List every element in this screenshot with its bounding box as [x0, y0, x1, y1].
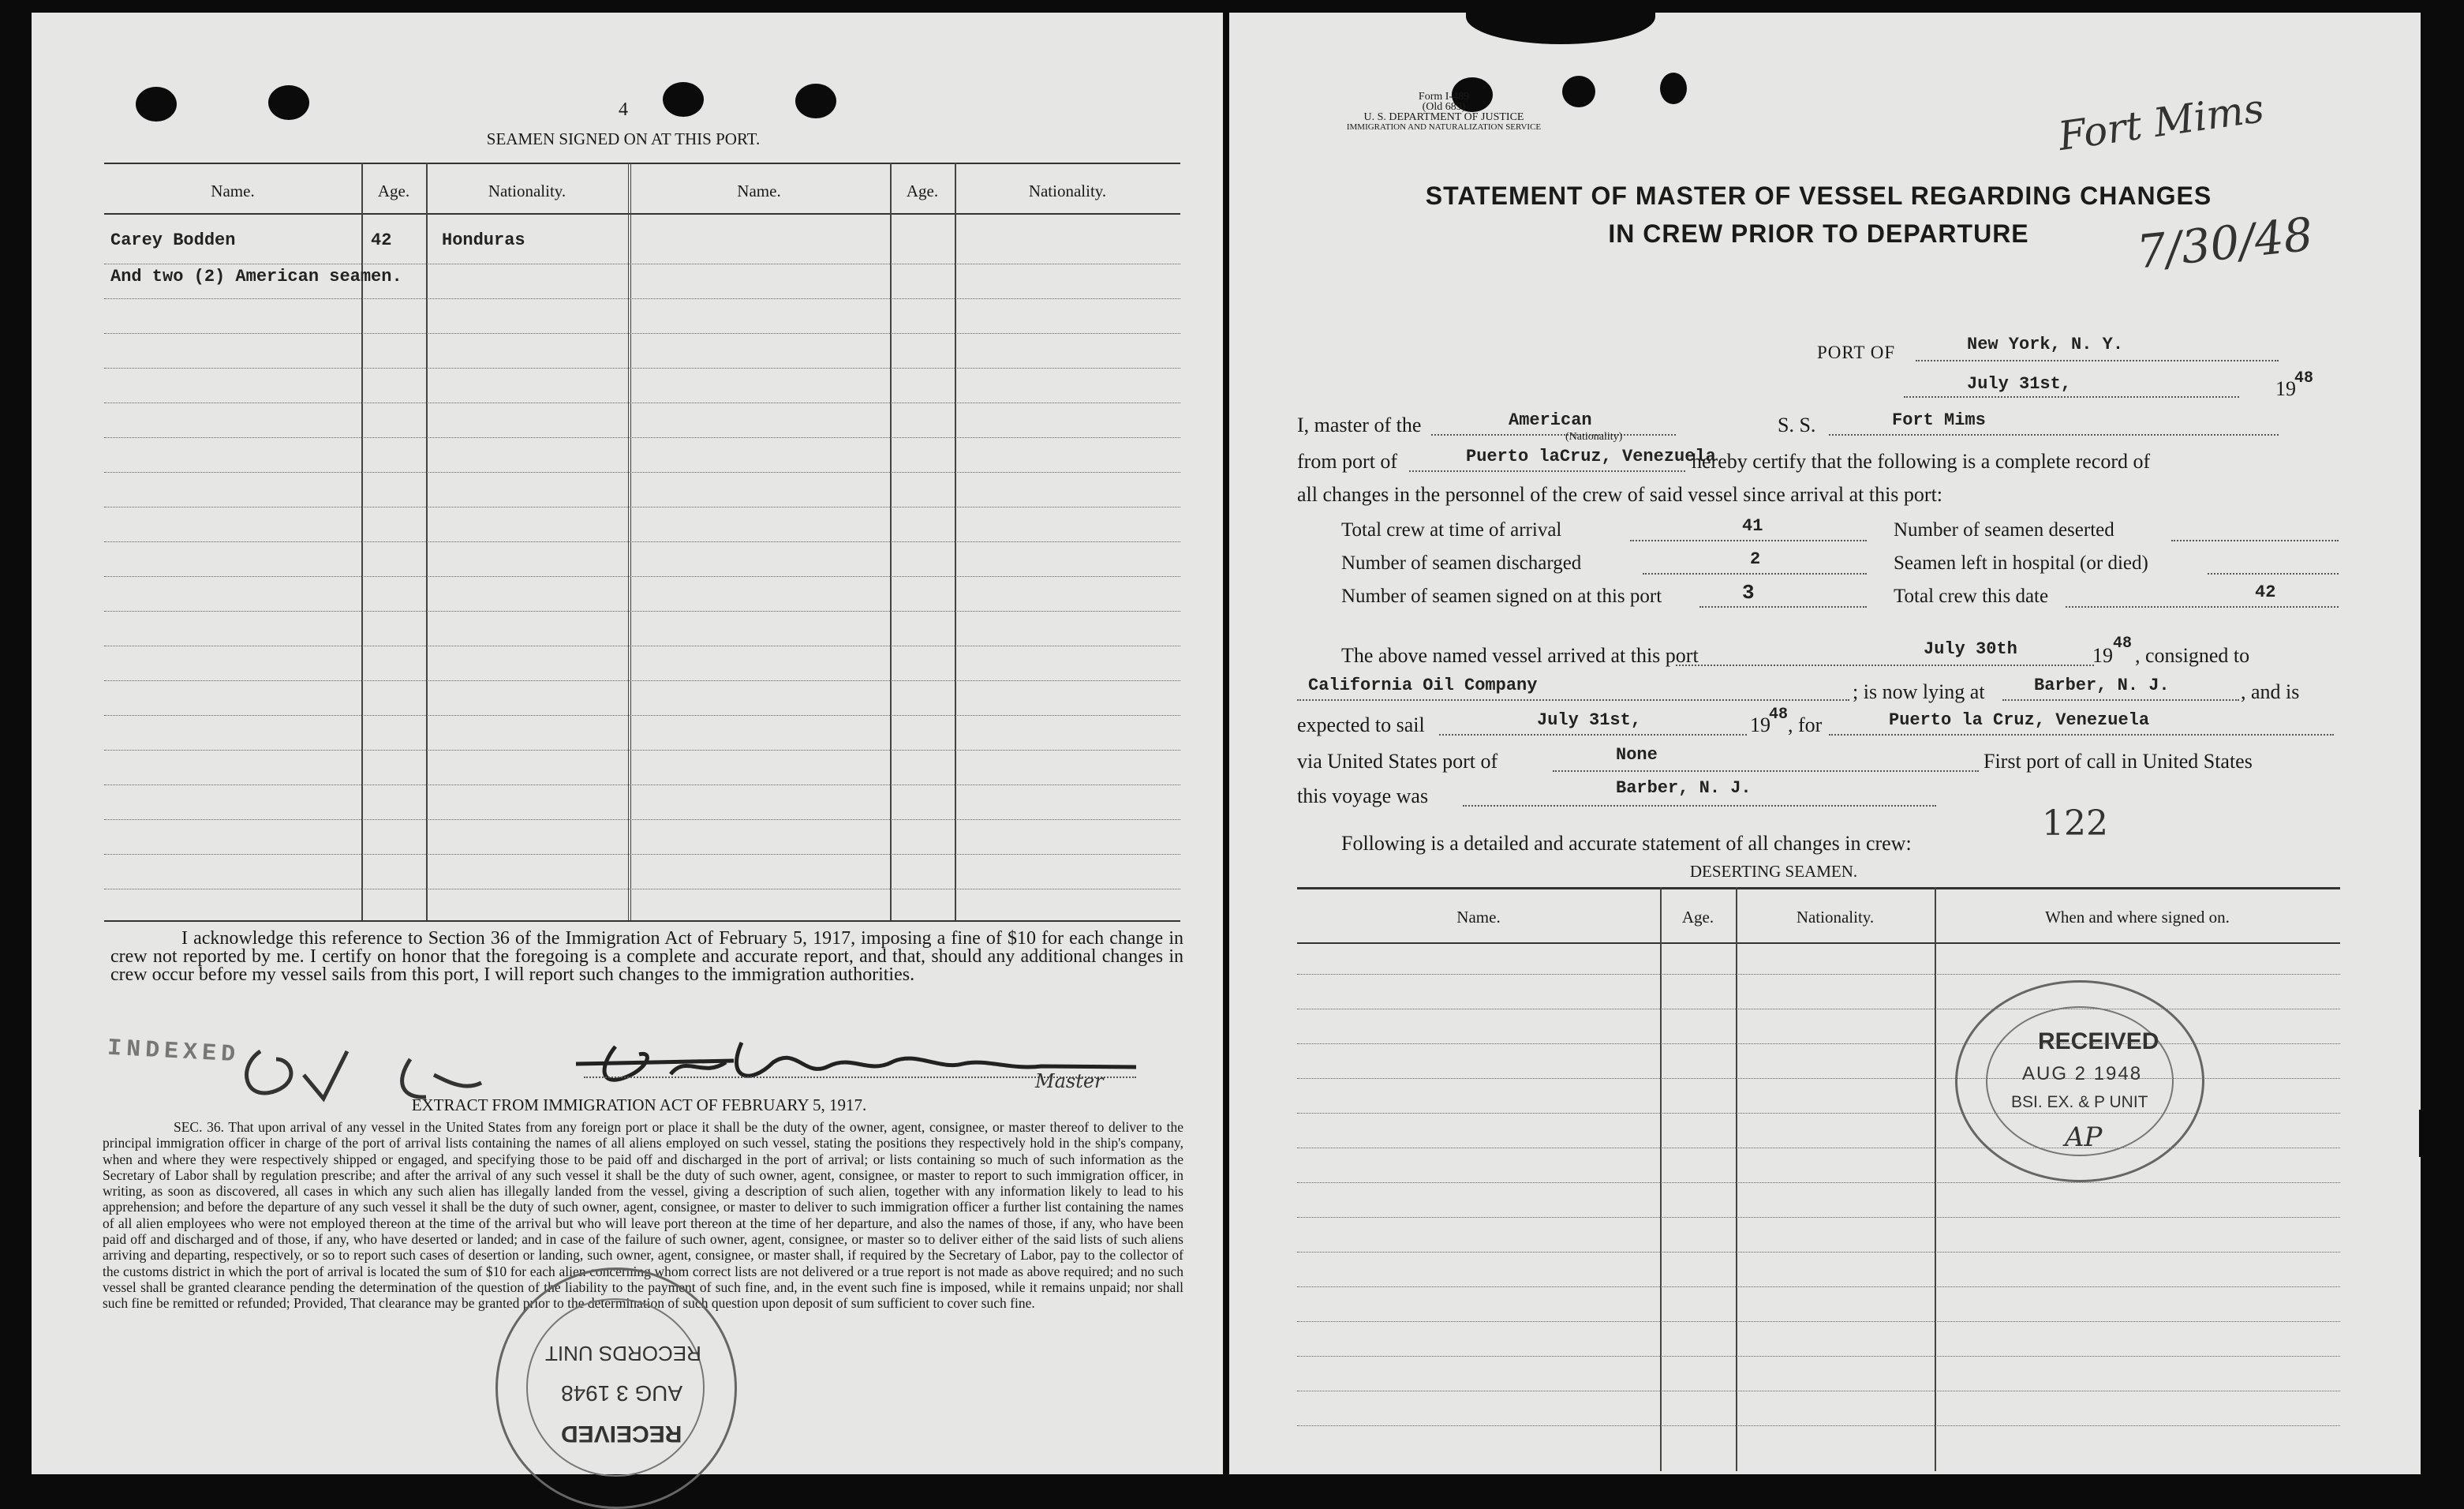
handwritten-vessel: Fort Mims: [2055, 85, 2267, 159]
voyage-label: this voyage was: [1297, 784, 1429, 807]
destination: Puerto la Cruz, Venezuela: [1889, 710, 2150, 730]
consignee: California Oil Company: [1308, 676, 1538, 695]
lying-at-value: Barber, N. J.: [2034, 676, 2170, 695]
indexed-stamp: INDEXED: [107, 1035, 241, 1069]
right-page: [1229, 13, 2421, 1474]
received-stamp-right: [1955, 980, 2204, 1182]
edge-tab: [2419, 1110, 2425, 1157]
stamp-received: RECEIVED: [2038, 1028, 2159, 1054]
column-header: Age.: [377, 182, 410, 200]
form-old: (Old 689): [1422, 101, 1466, 113]
consigned-to-label: , consigned to: [2135, 644, 2250, 667]
extract-title: EXTRACT FROM IMMIGRATION ACT OF FEBRUARY 5, 1917.: [411, 1095, 867, 1114]
column-divider: [1736, 887, 1737, 1471]
punch-hole: [663, 82, 704, 117]
stamp-unit: BSI. EX. & P UNIT: [2011, 1093, 2148, 1111]
certify-text: hereby certify that the following is a complete record of: [1692, 450, 2151, 473]
from-port-value: Puerto laCruz, Venezuela: [1466, 447, 1716, 466]
expected-date: July 31st,: [1537, 710, 1642, 730]
deserting-column-header: Age.: [1681, 908, 1714, 927]
port-of-label: PORT OF: [1817, 343, 1896, 362]
discharged-label: Number of seamen discharged: [1341, 552, 1582, 574]
column-header: Nationality.: [488, 182, 566, 200]
lying-at-label: ; is now lying at: [1853, 680, 1985, 703]
deserting-column-header: Nationality.: [1796, 908, 1875, 927]
crew-age: 42: [371, 230, 392, 250]
hospital-label: Seamen left in hospital (or died): [1894, 552, 2148, 574]
extract-text: SEC. 36. That upon arrival of any vessel in the United States from any foreign port or place it shall be the duty of the owner, agent, consignee, or master thereof to deliver to the principal immigration officer in charge of the port of arrival lists containing the names of all aliens employed on such vessel, stating the positions they respectively hold in the ship's company, when and where they were respectively shipped or engaged, and specifying those to be paid off and discharged in the port of arrival; or lists containing so much of such information as the Secretary of Labor shall by regulation prescribe; and after the arrival of any such vessel it shall be the duty of such owner, agent, consignee, or master to report to such immigration officer, in writing, as soon as discovered, all cases in which any such alien has illegally landed from the vessel, giving a description of such alien, together with any information likely to lead to his apprehension; and before the departure of any such vessel it shall be the duty of such owner, agent, consignee, or master to deliver to such immigration officer a further list containing the names of all alien employees who were not employed thereon at the time of the arrival but who will leave port thereon at the time of her departure, and also the names of those, if any, who have been paid off and discharged and of those, if any, who have deserted or landed; and in case of the failure of such owner, agent, consignee, or master so to deliver either of the said lists of such aliens arriving and departing, respectively, or so to report such cases of desertion or landing, such owner, agent, consignee, or master shall, if required by the Secretary of Labor, pay to the collector of the customs district in which the port of arrival is located the sum of $10 for each alien concerning whom correct lists are not delivered or a true report is not made as above required; and no such vessel shall be granted clearance pending the determination of the question of the liability to the payment of such fine, and, in the event such fine is imposed, while it remains unpaid; nor shall such fine be remitted or refunded; Provided, That clearance may be granted prior to the determination of such question upon deposit of sum sufficient to cover such fine.: [103, 1119, 1183, 1312]
nationality-caption: (Nationality): [1565, 431, 1623, 443]
page-number: 4: [619, 99, 628, 120]
signed-on-value: 3: [1742, 581, 1755, 605]
arrived-label: The above named vessel arrived at this port: [1341, 644, 1699, 667]
crew-name: Carey Bodden: [110, 230, 236, 250]
year-value: 48: [2294, 369, 2314, 388]
port-of-value: New York, N. Y.: [1967, 335, 2124, 354]
expected-year-prefix: 19: [1750, 713, 1770, 736]
left-page: [32, 13, 1223, 1474]
column-header: Age.: [906, 182, 939, 200]
section-title: SEAMEN SIGNED ON AT THIS PORT.: [486, 129, 761, 148]
expected-year: 48: [1769, 706, 1789, 724]
punch-hole: [136, 87, 177, 122]
punch-hole: [1660, 73, 1687, 104]
received-stamp-left: [495, 1267, 737, 1509]
acknowledgement-text: I acknowledge this reference to Section 36 of the Immigration Act of February 5, 1917, imposing a fine of $10 for each change in crew not reported by me. I certify on honor that the foregoing is a complete and accurate report, and that, should any additional changes in crew occur before my vessel sails from this port, I will report such changes to the immigration authorities.: [110, 928, 1183, 985]
crew-note: And two (2) American seamen.: [110, 267, 402, 286]
column-header: Nationality.: [1028, 182, 1107, 200]
total-crew-arrival-label: Total crew at time of arrival: [1341, 519, 1562, 541]
table-header-rule: [104, 213, 1180, 215]
arrived-date: July 30th: [1924, 639, 2017, 659]
voyage-value: Barber, N. J.: [1616, 778, 1752, 798]
column-divider: [1935, 887, 1936, 1471]
deserting-column-header: When and where signed on.: [2045, 908, 2230, 927]
expected-label: expected to sail: [1297, 713, 1425, 736]
deserted-label: Number of seamen deserted: [1894, 519, 2114, 541]
department: U. S. DEPARTMENT OF JUSTICE: [1363, 111, 1524, 123]
ss-label: S. S.: [1778, 414, 1816, 436]
deserting-column-header: Name.: [1456, 908, 1501, 927]
column-header: Name.: [737, 182, 781, 200]
form-number: Form I-489: [1418, 91, 1470, 103]
stamp-initials: AP: [2065, 1121, 2103, 1153]
arrived-year: 48: [2113, 635, 2133, 653]
crew-changes-number: 122: [2042, 803, 2108, 844]
form-title-line1: STATEMENT OF MASTER OF VESSEL REGARDING CHANGES: [1425, 182, 2212, 210]
master-label: Master: [1035, 1070, 1104, 1092]
crew-nationality: Honduras: [442, 230, 525, 250]
signed-on-label: Number of seamen signed on at this port: [1341, 586, 1662, 607]
following-text: Following is a detailed and accurate statement of all changes in crew:: [1341, 832, 1912, 855]
total-crew-date-label: Total crew this date: [1894, 586, 2049, 607]
deserting-title: DESERTING SEAMEN.: [1689, 862, 1858, 881]
for-label: , for: [1788, 713, 1823, 736]
year-prefix: 19: [2275, 377, 2296, 400]
stamp-date: AUG 3 1948: [561, 1381, 683, 1406]
via-label: via United States port of: [1297, 750, 1498, 773]
table-bottom-rule: [104, 920, 1180, 922]
service: IMMIGRATION AND NATURALIZATION SERVICE: [1346, 122, 1542, 132]
and-is-label: , and is: [2241, 680, 2300, 703]
arrived-year-prefix: 19: [2092, 644, 2113, 667]
stamp-date: AUG 2 1948: [2022, 1063, 2143, 1084]
changes-text: all changes in the personnel of the crew of said vessel since arrival at this port:: [1297, 483, 1943, 506]
page-notch: [1466, 0, 1655, 44]
table-top-rule: [104, 163, 1180, 164]
stamp-received: RECEIVED: [561, 1421, 682, 1447]
via-value: None: [1616, 745, 1658, 765]
punch-hole: [268, 85, 309, 120]
date-value: July 31st,: [1967, 374, 2072, 394]
from-port-label: from port of: [1297, 450, 1398, 473]
first-port-label: First port of call in United States: [1984, 750, 2253, 773]
form-title-line2: IN CREW PRIOR TO DEPARTURE: [1608, 219, 2029, 248]
deserting-table-top: [1297, 887, 2340, 889]
master-of-label: I, master of the: [1297, 414, 1422, 436]
handwritten-date: 7/30/48: [2134, 207, 2316, 279]
total-crew-arrival-value: 41: [1742, 516, 1763, 536]
column-divider: [1660, 887, 1662, 1471]
vessel-value: Fort Mims: [1892, 410, 1986, 430]
stamp-unit: RECORDS UNIT: [545, 1342, 701, 1365]
column-header: Name.: [211, 182, 255, 200]
total-crew-date-value: 42: [2255, 582, 2276, 602]
nationality-value: American: [1509, 410, 1592, 430]
deserting-table-header-rule: [1297, 942, 2340, 944]
punch-hole: [795, 84, 836, 118]
discharged-value: 2: [1750, 549, 1761, 569]
